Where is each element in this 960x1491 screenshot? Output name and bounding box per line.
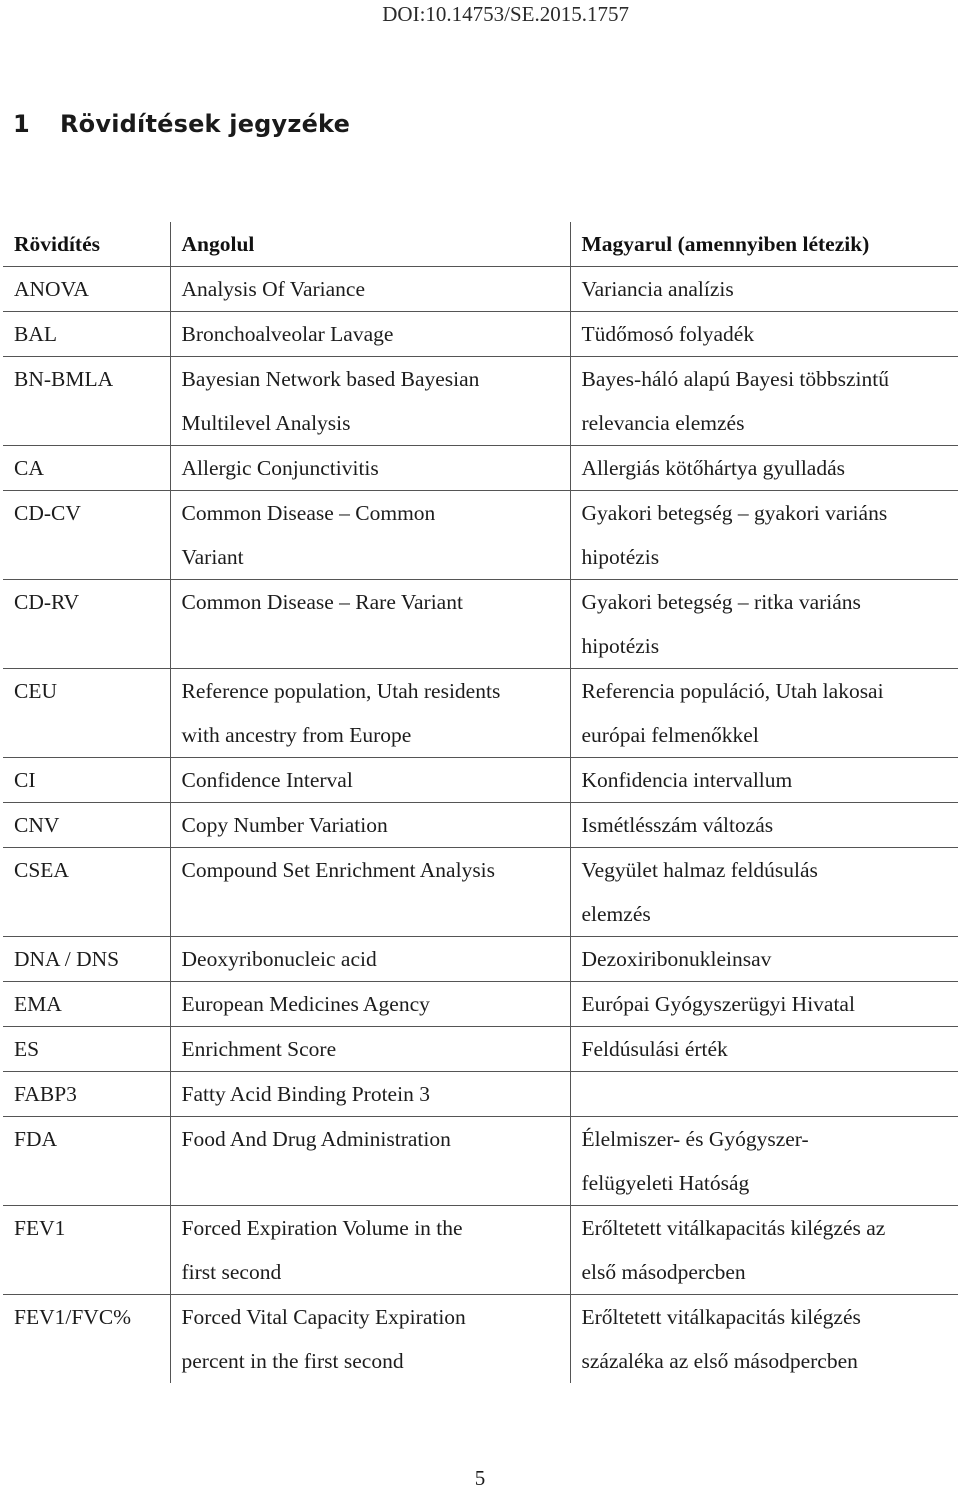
english-line: Deoxyribonucleic acid — [181, 947, 377, 971]
table-row — [3, 1027, 958, 1072]
header-hungarian: Magyarul (amennyiben létezik) — [570, 222, 958, 267]
cell-abbr: BAL — [3, 312, 170, 357]
cell-hungarian — [570, 491, 958, 580]
hungarian-line: első másodpercben — [581, 1260, 746, 1284]
english-line: Enrichment Score — [181, 1037, 337, 1061]
hungarian-line: relevancia elemzés — [581, 411, 745, 435]
cell-abbr: EMA — [3, 982, 170, 1027]
hungarian-line: Dezoxiribonukleinsav — [581, 947, 772, 971]
table-row — [3, 446, 958, 491]
hungarian-line: Erőltetett vitálkapacitás kilégzés — [581, 1305, 861, 1329]
cell-abbr: CA — [3, 446, 170, 491]
cell-english — [170, 803, 570, 848]
cell-hungarian — [570, 982, 958, 1027]
table-row — [3, 803, 958, 848]
english-line: Compound Set Enrichment Analysis — [181, 858, 496, 882]
table-row — [3, 1072, 958, 1117]
english-line: Variant — [181, 545, 244, 569]
hungarian-line: hipotézis — [581, 634, 660, 658]
cell-abbr: BN-BMLA — [3, 357, 170, 446]
cell-abbr: ANOVA — [3, 267, 170, 312]
cell-english — [170, 267, 570, 312]
english-line: Multilevel Analysis — [181, 411, 351, 435]
table-row — [3, 491, 958, 580]
hungarian-line: Ismétlésszám változás — [581, 813, 774, 837]
english-line: Allergic Conjunctivitis — [181, 456, 379, 480]
hungarian-line: Konfidencia intervallum — [581, 768, 793, 792]
cell-abbr: FEV1 — [3, 1206, 170, 1295]
abbreviations-table — [3, 222, 958, 1383]
english-line: Bronchoalveolar Lavage — [181, 322, 394, 346]
cell-english — [170, 982, 570, 1027]
hungarian-line: Erőltetett vitálkapacitás kilégzés az — [581, 1216, 886, 1240]
hungarian-line: Élelmiszer- és Gyógyszer- — [581, 1127, 809, 1151]
cell-hungarian — [570, 580, 958, 669]
cell-abbr: CI — [3, 758, 170, 803]
cell-english — [170, 1027, 570, 1072]
hungarian-line: elemzés — [581, 902, 651, 926]
cell-hungarian — [570, 669, 958, 758]
cell-hungarian — [570, 937, 958, 982]
english-line: Common Disease – Rare Variant — [181, 590, 463, 614]
table-row — [3, 267, 958, 312]
header-abbr: Rövidítés — [3, 222, 170, 267]
hungarian-line: európai felmenőkkel — [581, 723, 759, 747]
english-line: European Medicines Agency — [181, 992, 430, 1016]
cell-english — [170, 1206, 570, 1295]
table-row — [3, 982, 958, 1027]
cell-abbr: CEU — [3, 669, 170, 758]
cell-abbr: FDA — [3, 1117, 170, 1206]
hungarian-line: Variancia analízis — [581, 277, 734, 301]
hungarian-line: Európai Gyógyszerügyi Hivatal — [581, 992, 855, 1016]
hungarian-line: Feldúsulási érték — [581, 1037, 728, 1061]
table-header-row — [3, 222, 958, 267]
table-row — [3, 312, 958, 357]
cell-hungarian — [570, 1027, 958, 1072]
hungarian-line: Referencia populáció, Utah lakosai — [581, 679, 884, 703]
english-line: percent in the first second — [181, 1349, 404, 1373]
table-row — [3, 669, 958, 758]
english-line: Fatty Acid Binding Protein 3 — [181, 1082, 430, 1106]
cell-abbr: CNV — [3, 803, 170, 848]
abbreviations-table-body — [3, 222, 958, 1383]
english-line: Copy Number Variation — [181, 813, 388, 837]
cell-english — [170, 848, 570, 937]
cell-abbr: ES — [3, 1027, 170, 1072]
english-line: Forced Vital Capacity Expiration — [181, 1305, 466, 1329]
cell-english — [170, 669, 570, 758]
cell-abbr: FABP3 — [3, 1072, 170, 1117]
hungarian-line: Bayes-háló alapú Bayesi többszintű — [581, 367, 889, 391]
hungarian-line: Gyakori betegség – gyakori variáns — [581, 501, 888, 525]
cell-english — [170, 1072, 570, 1117]
english-line: Confidence Interval — [181, 768, 353, 792]
table-row — [3, 848, 958, 937]
english-line: first second — [181, 1260, 282, 1284]
doi-header: DOI:10.14753/SE.2015.1757 — [382, 2, 629, 26]
cell-abbr: CSEA — [3, 848, 170, 937]
section-heading — [13, 108, 350, 140]
section-title: Rövidítések jegyzéke — [60, 110, 351, 138]
hungarian-line: Vegyület halmaz feldúsulás — [581, 858, 818, 882]
table-row — [3, 1206, 958, 1295]
cell-hungarian — [570, 1206, 958, 1295]
english-line: Analysis Of Variance — [181, 277, 365, 301]
english-line: Forced Expiration Volume in the — [181, 1216, 463, 1240]
cell-english — [170, 1117, 570, 1206]
table-row — [3, 937, 958, 982]
cell-abbr: CD-CV — [3, 491, 170, 580]
table-row — [3, 357, 958, 446]
hungarian-line: Gyakori betegség – ritka variáns — [581, 590, 861, 614]
cell-hungarian — [570, 357, 958, 446]
cell-hungarian — [570, 312, 958, 357]
cell-hungarian — [570, 1072, 958, 1117]
cell-english — [170, 446, 570, 491]
cell-english — [170, 580, 570, 669]
hungarian-line: Allergiás kötőhártya gyulladás — [581, 456, 846, 480]
section-number: 1 — [13, 110, 30, 138]
cell-hungarian — [570, 803, 958, 848]
cell-abbr: CD-RV — [3, 580, 170, 669]
cell-english — [170, 357, 570, 446]
header-english: Angolul — [170, 222, 570, 267]
table-row — [3, 758, 958, 803]
cell-english — [170, 1295, 570, 1384]
hungarian-line: hipotézis — [581, 545, 660, 569]
cell-english — [170, 937, 570, 982]
cell-abbr: DNA / DNS — [3, 937, 170, 982]
hungarian-line: Tüdőmosó folyadék — [581, 322, 755, 346]
table-row — [3, 1117, 958, 1206]
table-row — [3, 1295, 958, 1384]
page-number: 5 — [474, 1466, 486, 1490]
cell-hungarian — [570, 848, 958, 937]
english-line: Food And Drug Administration — [181, 1127, 451, 1151]
english-line: Bayesian Network based Bayesian — [181, 367, 480, 391]
cell-english — [170, 491, 570, 580]
cell-hungarian — [570, 446, 958, 491]
cell-abbr: FEV1/FVC% — [14, 1305, 132, 1329]
hungarian-line: százaléka az első másodpercben — [581, 1349, 858, 1373]
cell-hungarian — [570, 1117, 958, 1206]
cell-english — [170, 312, 570, 357]
table-row — [3, 580, 958, 669]
cell-hungarian — [570, 758, 958, 803]
english-line: Reference population, Utah residents — [181, 679, 501, 703]
cell-hungarian — [570, 267, 958, 312]
hungarian-line: felügyeleti Hatóság — [581, 1171, 750, 1195]
cell-english — [170, 758, 570, 803]
english-line: Common Disease – Common — [181, 501, 436, 525]
english-line: with ancestry from Europe — [181, 723, 412, 747]
cell-hungarian — [570, 1295, 958, 1384]
